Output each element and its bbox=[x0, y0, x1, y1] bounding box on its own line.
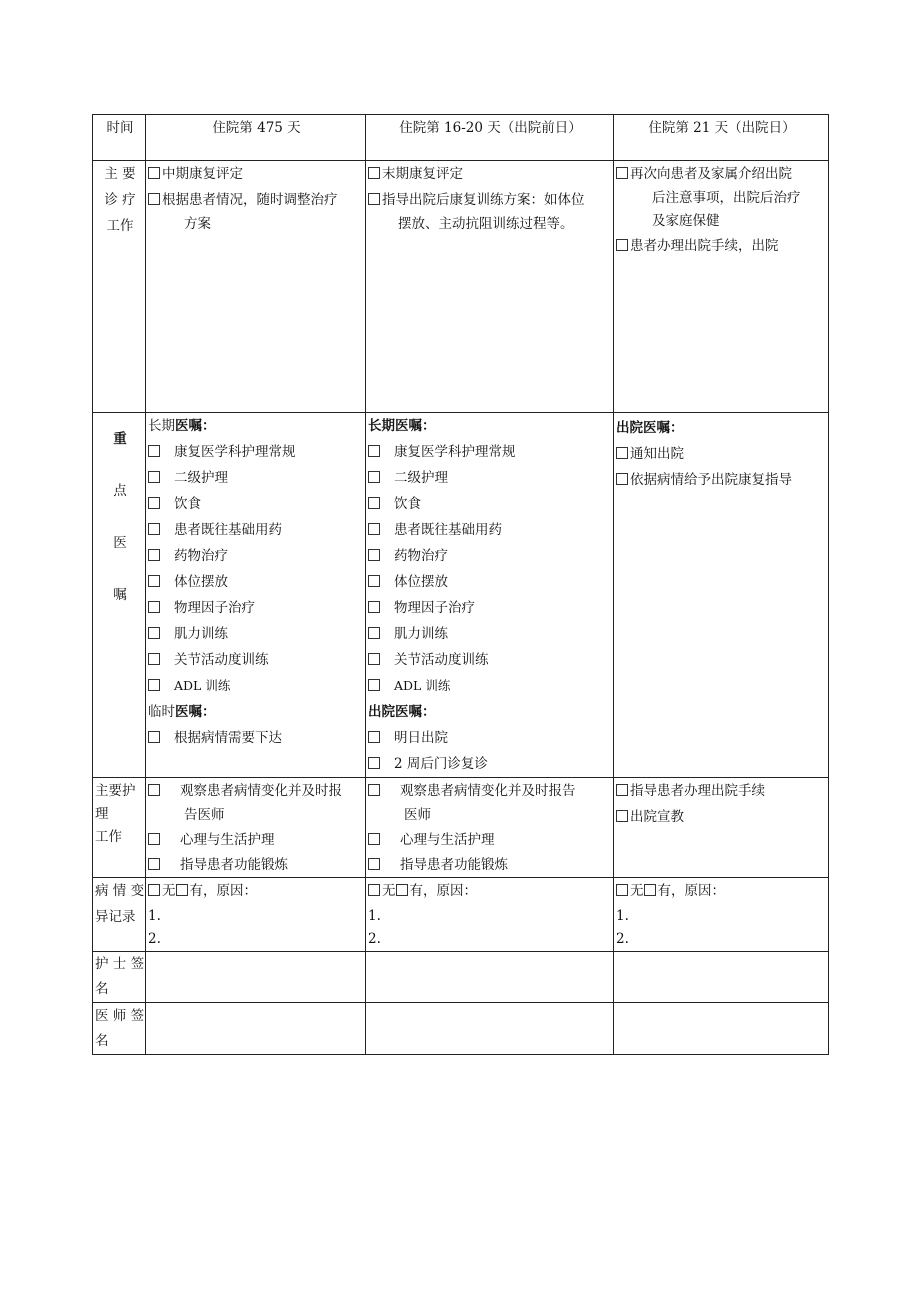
checkbox-item[interactable]: 依据病情给予出院康复指导 bbox=[616, 467, 828, 493]
orders-col3 bbox=[614, 413, 829, 778]
checkbox-item[interactable]: 药物治疗 bbox=[368, 543, 613, 569]
variance-choice[interactable]: 无 有，原因： bbox=[616, 878, 828, 904]
checkbox-item[interactable]: 二级护理 bbox=[368, 465, 613, 491]
checkbox-item[interactable]: 肌力训练 bbox=[368, 621, 613, 647]
orders-label: 重 点 医 嘱 bbox=[93, 413, 146, 778]
checkbox-item[interactable]: 心理与生活护理 bbox=[148, 827, 365, 853]
checkbox-icon[interactable] bbox=[616, 784, 628, 796]
checkbox-item[interactable]: 再次向患者及家属介绍出院 bbox=[616, 161, 828, 187]
checkbox-icon[interactable] bbox=[148, 193, 160, 205]
checkbox-icon[interactable] bbox=[148, 549, 160, 561]
checkbox-icon[interactable] bbox=[368, 731, 380, 743]
variance-col1: 无 有，原因： 1. 2. bbox=[146, 878, 366, 952]
checkbox-item[interactable]: 指导患者功能锻炼 bbox=[148, 853, 365, 877]
checkbox-icon[interactable] bbox=[148, 471, 160, 483]
nursing-row bbox=[93, 778, 829, 878]
diagnosis-col1: 中期康复评定 根据患者情况，随时调整治疗 方案 bbox=[146, 161, 366, 413]
checkbox-icon[interactable] bbox=[368, 884, 380, 896]
checkbox-item[interactable]: ADL 训练 bbox=[148, 673, 365, 699]
variance-label: 病 情 变 异记录 bbox=[93, 878, 146, 952]
checkbox-item[interactable]: 中期康复评定 bbox=[148, 161, 365, 187]
checkbox-icon[interactable] bbox=[616, 884, 628, 896]
checkbox-icon[interactable] bbox=[396, 884, 408, 896]
checkbox-item[interactable]: 物理因子治疗 bbox=[148, 595, 365, 621]
checkbox-icon[interactable] bbox=[176, 884, 188, 896]
day3-header: 住院第 21 天（出院日） bbox=[614, 115, 829, 161]
checkbox-icon[interactable] bbox=[616, 810, 628, 822]
checkbox-item[interactable]: 体位摆放 bbox=[368, 569, 613, 595]
nurse-signature-field[interactable] bbox=[146, 952, 366, 1003]
checkbox-item[interactable]: 饮食 bbox=[368, 491, 613, 517]
checkbox-item[interactable]: 患者既往基础用药 bbox=[148, 517, 365, 543]
checkbox-icon[interactable] bbox=[148, 653, 160, 665]
checkbox-icon[interactable] bbox=[368, 167, 380, 179]
checkbox-icon[interactable] bbox=[616, 447, 628, 459]
variance-col2: 无 有，原因： 1. 2. bbox=[366, 878, 614, 952]
checkbox-icon[interactable] bbox=[616, 239, 628, 251]
header-row bbox=[93, 115, 829, 161]
checkbox-icon[interactable] bbox=[368, 627, 380, 639]
checkbox-item[interactable]: 末期康复评定 bbox=[368, 161, 613, 187]
orders-col1 bbox=[146, 413, 366, 778]
variance-col3: 无 有，原因： 1. 2. bbox=[614, 878, 829, 952]
doctor-signature-label: 医 师 签 名 bbox=[93, 1003, 146, 1055]
checkbox-item[interactable]: 患者办理出院手续，出院 bbox=[616, 233, 828, 259]
checkbox-icon[interactable] bbox=[368, 471, 380, 483]
checkbox-icon[interactable] bbox=[148, 445, 160, 457]
nursing-col1: 观察患者病情变化并及时报 告医师 心理与生活护理 指导患者功能锻炼 bbox=[146, 778, 366, 878]
checkbox-icon[interactable] bbox=[148, 784, 160, 796]
checkbox-icon[interactable] bbox=[148, 167, 160, 179]
day1-header: 住院第 475 天 bbox=[146, 115, 366, 161]
checkbox-icon[interactable] bbox=[148, 523, 160, 535]
checkbox-item[interactable]: 出院宣教 bbox=[616, 804, 828, 830]
checkbox-item[interactable]: 指导患者功能锻炼 bbox=[368, 853, 613, 877]
long-term-orders-title: 长期医嘱： bbox=[148, 418, 216, 434]
checkbox-item[interactable]: 心理与生活护理 bbox=[368, 827, 613, 853]
checkbox-item[interactable]: ADL 训练 bbox=[368, 673, 613, 699]
checkbox-icon[interactable] bbox=[368, 549, 380, 561]
checkbox-icon[interactable] bbox=[148, 497, 160, 509]
checkbox-item[interactable]: 患者既往基础用药 bbox=[368, 517, 613, 543]
diagnosis-col2: 末期康复评定 指导出院后康复训练方案：如体位 摆放、主动抗阻训练过程等。 bbox=[366, 161, 614, 413]
checkbox-icon[interactable] bbox=[368, 784, 380, 796]
checkbox-icon[interactable] bbox=[148, 833, 160, 845]
checkbox-icon[interactable] bbox=[368, 523, 380, 535]
doctor-signature-field[interactable] bbox=[146, 1003, 366, 1055]
doctor-signature-field[interactable] bbox=[614, 1003, 829, 1055]
checkbox-icon[interactable] bbox=[368, 575, 380, 587]
checkbox-item[interactable]: 2 周后门诊复诊 bbox=[368, 751, 613, 777]
checkbox-icon[interactable] bbox=[616, 473, 628, 485]
checkbox-item[interactable]: 药物治疗 bbox=[148, 543, 365, 569]
long-term-orders-title: 长期医嘱： bbox=[368, 418, 436, 434]
variance-row bbox=[93, 878, 829, 952]
doctor-signature-row bbox=[93, 1003, 829, 1055]
checkbox-icon[interactable] bbox=[368, 833, 380, 845]
checkbox-icon[interactable] bbox=[368, 445, 380, 457]
checkbox-icon[interactable] bbox=[368, 679, 380, 691]
checkbox-item[interactable]: 观察患者病情变化并及时报告 bbox=[368, 778, 613, 804]
nursing-label: 主要护 理 工作 bbox=[93, 778, 146, 878]
orders-row bbox=[93, 413, 829, 778]
nurse-signature-label: 护 士 签 名 bbox=[93, 952, 146, 1003]
checkbox-icon[interactable] bbox=[368, 601, 380, 613]
checkbox-icon[interactable] bbox=[148, 884, 160, 896]
checkbox-icon[interactable] bbox=[368, 653, 380, 665]
checkbox-icon[interactable] bbox=[368, 193, 380, 205]
checkbox-item[interactable]: 指导出院后康复训练方案：如体位 bbox=[368, 187, 613, 213]
checkbox-icon[interactable] bbox=[616, 167, 628, 179]
checkbox-item[interactable]: 物理因子治疗 bbox=[368, 595, 613, 621]
checkbox-icon[interactable] bbox=[368, 757, 380, 769]
checkbox-item[interactable]: 明日出院 bbox=[368, 725, 613, 751]
discharge-orders-title: 出院医嘱： bbox=[616, 420, 684, 436]
checkbox-icon[interactable] bbox=[368, 497, 380, 509]
checkbox-icon[interactable] bbox=[148, 731, 160, 743]
nurse-signature-field[interactable] bbox=[366, 952, 614, 1003]
checkbox-icon[interactable] bbox=[644, 884, 656, 896]
checkbox-item[interactable]: 体位摆放 bbox=[148, 569, 365, 595]
checkbox-icon[interactable] bbox=[148, 858, 160, 870]
temporary-orders-title: 临时医嘱： bbox=[148, 704, 216, 720]
checkbox-item[interactable]: 观察患者病情变化并及时报 bbox=[148, 778, 365, 804]
checkbox-item[interactable]: 根据病情需要下达 bbox=[148, 725, 365, 751]
nurse-signature-field[interactable] bbox=[614, 952, 829, 1003]
diagnosis-col3: 再次向患者及家属介绍出院 后注意事项，出院后治疗 及家庭保健 患者办理出院手续，出院 bbox=[614, 161, 829, 413]
checkbox-item[interactable]: 关节活动度训练 bbox=[148, 647, 365, 673]
nursing-col2: 观察患者病情变化并及时报告 医师 心理与生活护理 指导患者功能锻炼 bbox=[366, 778, 614, 878]
checkbox-icon[interactable] bbox=[148, 601, 160, 613]
doctor-signature-field[interactable] bbox=[366, 1003, 614, 1055]
orders-col2 bbox=[366, 413, 614, 778]
checkbox-icon[interactable] bbox=[148, 679, 160, 691]
day2-header: 住院第 16-20 天（出院前日） bbox=[366, 115, 614, 161]
checkbox-item[interactable]: 通知出院 bbox=[616, 441, 828, 467]
checkbox-item[interactable]: 肌力训练 bbox=[148, 621, 365, 647]
checkbox-item[interactable]: 根据患者情况，随时调整治疗 bbox=[148, 187, 365, 213]
diagnosis-row bbox=[93, 161, 829, 413]
checkbox-icon[interactable] bbox=[148, 627, 160, 639]
checkbox-item[interactable]: 康复医学科护理常规 bbox=[368, 439, 613, 465]
nurse-signature-row bbox=[93, 952, 829, 1003]
diagnosis-label: 主 要 诊 疗 工作 bbox=[93, 161, 146, 413]
variance-choice[interactable]: 无 有，原因： bbox=[148, 878, 365, 904]
clinical-pathway-table bbox=[92, 114, 829, 1055]
checkbox-item[interactable]: 二级护理 bbox=[148, 465, 365, 491]
checkbox-icon[interactable] bbox=[368, 858, 380, 870]
checkbox-item[interactable]: 关节活动度训练 bbox=[368, 647, 613, 673]
checkbox-icon[interactable] bbox=[148, 575, 160, 587]
nursing-col3 bbox=[614, 778, 829, 878]
checkbox-item[interactable]: 饮食 bbox=[148, 491, 365, 517]
discharge-orders-title: 出院医嘱： bbox=[368, 704, 436, 720]
variance-choice[interactable]: 无 有，原因： bbox=[368, 878, 613, 904]
checkbox-item[interactable]: 康复医学科护理常规 bbox=[148, 439, 365, 465]
checkbox-item[interactable]: 指导患者办理出院手续 bbox=[616, 778, 828, 804]
time-header: 时间 bbox=[93, 115, 146, 161]
